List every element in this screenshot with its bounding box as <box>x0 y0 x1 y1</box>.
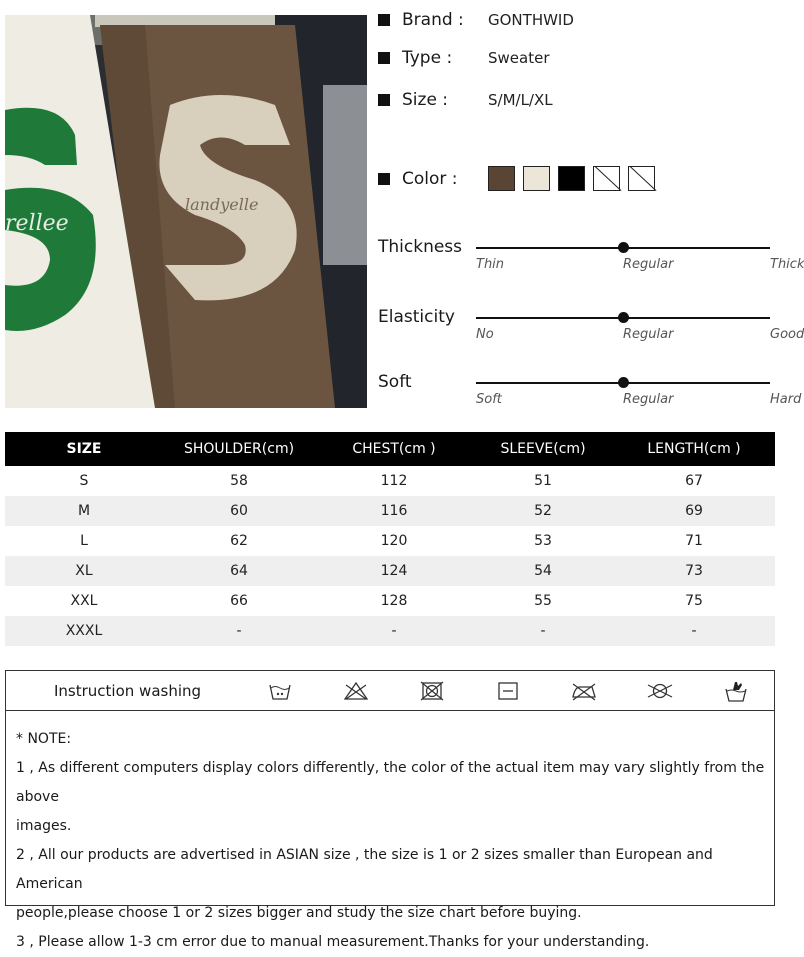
scale-label: Thickness <box>378 237 463 257</box>
color-swatch[interactable] <box>593 166 620 191</box>
table-cell: XXXL <box>5 616 163 646</box>
note-line: 2 , All our products are advertised in ASIAN size , the size is 1 or 2 sizes smaller than European and American <box>16 847 713 892</box>
note-line: people,please choose 1 or 2 sizes bigger and study the size chart before buying. <box>16 905 582 921</box>
table-cell: - <box>315 616 473 646</box>
type-label: Type : <box>402 48 453 68</box>
table-cell: 120 <box>380 533 408 549</box>
color-swatch[interactable] <box>523 166 550 191</box>
do-not-dry-clean-icon <box>622 681 698 701</box>
scale-tick-label: Soft <box>476 392 502 407</box>
table-cell: 60 <box>163 496 315 526</box>
table-cell: XXL <box>70 593 98 609</box>
square-bullet-icon <box>378 14 390 26</box>
scale-tick-label: Regular <box>623 257 674 272</box>
washing-instructions <box>6 671 774 711</box>
table-cell: 69 <box>613 496 775 526</box>
square-bullet-icon <box>378 94 390 106</box>
table-cell: 71 <box>685 533 703 549</box>
scale-tick-label: Thick <box>770 257 804 272</box>
table-cell: 124 <box>315 556 473 586</box>
brand-value: GONTHWID <box>488 11 574 29</box>
column-header: CHEST(cm ) <box>315 432 473 466</box>
table-cell: L <box>80 533 88 549</box>
color-swatch[interactable] <box>488 166 515 191</box>
note-line: images. <box>16 818 72 834</box>
color-row <box>378 166 655 191</box>
table-cell: M <box>5 496 163 526</box>
scale-tick-label: No <box>476 327 494 342</box>
square-bullet-icon <box>378 52 390 64</box>
do-not-iron-icon <box>546 681 622 701</box>
size-row <box>378 90 553 110</box>
table-row <box>5 616 775 646</box>
washing-title: Instruction washing <box>54 681 202 700</box>
scale-tick-label: Thin <box>476 257 505 272</box>
table-row <box>5 496 775 526</box>
table-cell: XL <box>5 556 163 586</box>
table-row <box>5 526 775 556</box>
square-bullet-icon <box>378 173 390 185</box>
table-cell: 116 <box>315 496 473 526</box>
table-cell: 55 <box>534 593 552 609</box>
type-row <box>378 48 550 68</box>
table-cell: 112 <box>380 473 408 489</box>
color-label: Color : <box>402 168 458 189</box>
table-cell: 64 <box>163 556 315 586</box>
hand-wash-30-icon <box>242 681 318 701</box>
type-value: Sweater <box>488 49 550 67</box>
table-row <box>5 586 775 616</box>
table-cell: - <box>163 616 315 646</box>
svg-text:landyelle: landyelle <box>185 195 259 214</box>
table-cell: - <box>473 616 613 646</box>
scale-tick-label: Hard <box>770 392 802 407</box>
column-header: SIZE <box>5 432 163 466</box>
table-cell: 128 <box>380 593 408 609</box>
scale-tick-label: Good <box>770 327 804 342</box>
table-cell: 73 <box>613 556 775 586</box>
table-cell: 58 <box>230 473 248 489</box>
column-header: SLEEVE(cm) <box>473 432 613 466</box>
note-heading: * NOTE: <box>16 731 72 747</box>
table-row <box>5 556 775 586</box>
do-not-bleach-icon <box>318 681 394 701</box>
table-cell: 54 <box>473 556 613 586</box>
column-header: LENGTH(cm ) <box>613 432 775 466</box>
table-cell: 66 <box>230 593 248 609</box>
svg-text:rellee: rellee <box>5 211 69 236</box>
table-cell: 53 <box>534 533 552 549</box>
dry-flat-icon <box>470 681 546 701</box>
brand-row <box>378 10 574 30</box>
table-header-row <box>5 432 775 466</box>
table-cell: 67 <box>685 473 703 489</box>
note-line: 3 , Please allow 1-3 cm error due to manual measurement.Thanks for your understanding. <box>16 934 650 950</box>
brand-label: Brand : <box>402 10 464 30</box>
column-header: SHOULDER(cm) <box>163 432 315 466</box>
scale-tick-label: Regular <box>623 327 674 342</box>
scale-marker <box>618 312 629 323</box>
hand-wash-only-icon <box>698 679 774 703</box>
size-chart-table <box>5 432 775 646</box>
scale-marker <box>618 377 629 388</box>
size-label: Size : <box>402 90 449 110</box>
table-cell: S <box>79 473 89 489</box>
table-cell: - <box>613 616 775 646</box>
note-line: 1 , As different computers display colors differently, the color of the actual item may vary slightly from the above <box>16 760 765 805</box>
scale-label: Soft <box>378 372 412 392</box>
scale-marker <box>618 242 629 253</box>
color-swatch[interactable] <box>558 166 585 191</box>
table-cell: 52 <box>473 496 613 526</box>
notes-text <box>6 711 774 957</box>
color-swatches <box>488 166 655 191</box>
notes-box <box>5 670 775 950</box>
product-attributes <box>378 0 804 410</box>
table-cell: 51 <box>534 473 552 489</box>
do-not-tumble-dry-icon <box>394 681 470 701</box>
product-photo <box>5 15 367 408</box>
table-cell: 75 <box>685 593 703 609</box>
table-row <box>5 466 775 496</box>
table-cell: 62 <box>230 533 248 549</box>
color-swatch[interactable] <box>628 166 655 191</box>
scale-label: Elasticity <box>378 307 455 327</box>
size-value: S/M/L/XL <box>488 91 553 109</box>
scale-tick-label: Regular <box>623 392 674 407</box>
